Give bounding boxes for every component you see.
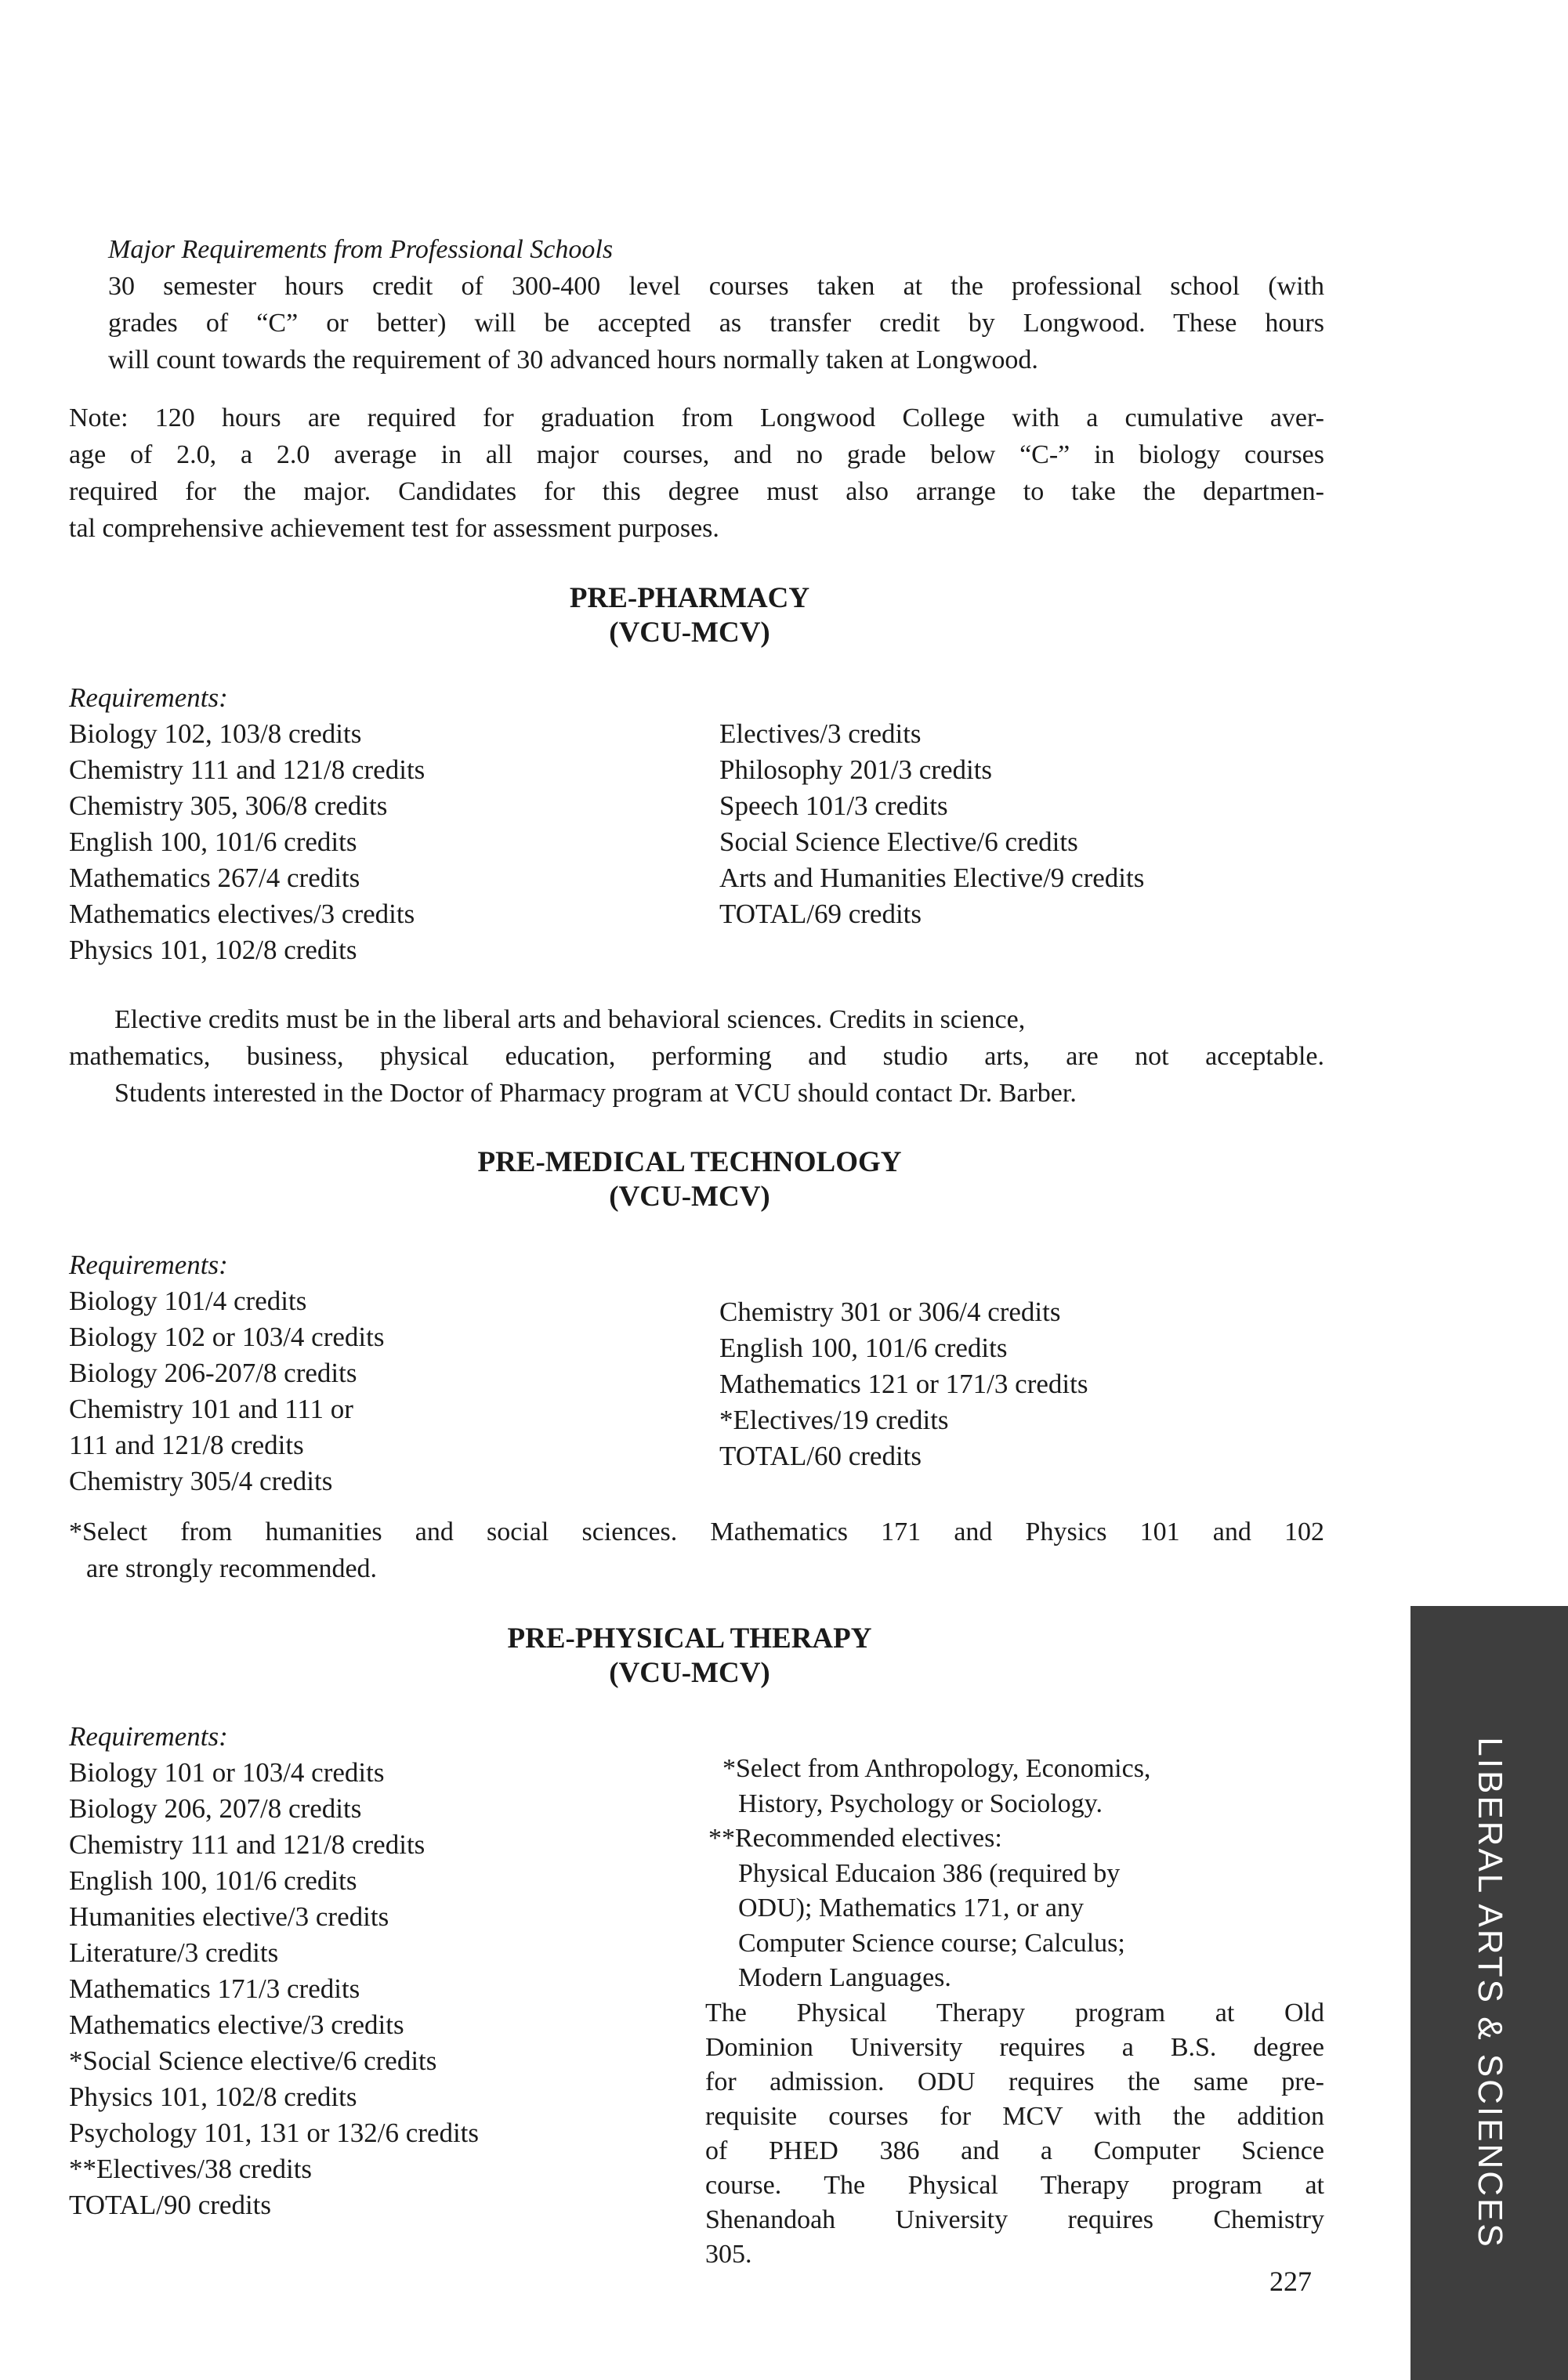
requirement-item: **Electives/38 credits xyxy=(69,2154,313,2184)
pt-paragraph-line: 305. xyxy=(705,2240,752,2269)
pharmacy-note-line: Students interested in the Doctor of Pharmacy program at VCU should contact Dr. Barber. xyxy=(114,1079,1077,1108)
requirement-item: Mathematics 267/4 credits xyxy=(69,863,360,893)
note-line: tal comprehensive achievement test for assessment purposes. xyxy=(69,514,719,543)
requirement-item: Mathematics elective/3 credits xyxy=(69,2009,404,2040)
transfer-line: 30 semester hours credit of 300-400 level courses taken at the professional school (with xyxy=(108,272,1324,301)
medtech-right-column xyxy=(719,1294,1088,1474)
requirement-item: Biology 102, 103/8 credits xyxy=(69,718,362,749)
pt-note-line: **Recommended electives: xyxy=(708,1824,1002,1853)
requirement-item: Physics 101, 102/8 credits xyxy=(69,935,357,965)
requirement-item: Chemistry 305, 306/8 credits xyxy=(69,790,388,821)
requirement-item: *Social Science elective/6 credits xyxy=(69,2045,437,2076)
pharmacy-notes xyxy=(69,1001,1324,1112)
pt-paragraph-line: Shenandoah University requires Chemistry xyxy=(705,2205,1324,2234)
pt-paragraph-line: of PHED 386 and a Computer Science xyxy=(705,2136,1324,2165)
section-side-tab xyxy=(1410,1606,1568,2380)
pharmacy-note-line: Elective credits must be in the liberal arts and behavioral sciences. Credits in science, xyxy=(114,1005,1026,1034)
pt-note-line: Computer Science course; Calculus; xyxy=(738,1928,1125,1958)
requirement-item: Biology 206-207/8 credits xyxy=(69,1358,357,1388)
pt-paragraph xyxy=(705,1996,1324,2272)
transfer-line: will count towards the requirement of 30 advanced hours normally taken at Longwood. xyxy=(108,345,1038,374)
medtech-title: PRE-MEDICAL TECHNOLOGY xyxy=(477,1146,902,1178)
medtech-note-line: are strongly recommended. xyxy=(86,1554,378,1583)
pt-note-line: Modern Languages. xyxy=(738,1963,951,1992)
requirement-item: Physics 101, 102/8 credits xyxy=(69,2082,357,2112)
requirement-item: English 100, 101/6 credits xyxy=(719,1333,1008,1363)
requirements-label: Requirements: xyxy=(69,1721,228,1752)
requirements-label: Requirements: xyxy=(69,682,228,713)
requirement-item: Electives/3 credits xyxy=(719,718,922,749)
requirement-item: *Electives/19 credits xyxy=(719,1405,949,1435)
requirement-item: English 100, 101/6 credits xyxy=(69,1865,357,1896)
requirement-item: Chemistry 101 and 111 or xyxy=(69,1394,353,1424)
requirement-item: Mathematics electives/3 credits xyxy=(69,899,415,929)
medtech-heading xyxy=(376,1145,1003,1214)
transfer-heading: Major Requirements from Professional Schools xyxy=(108,235,614,264)
requirement-item: Chemistry 111 and 121/8 credits xyxy=(69,754,425,785)
note-line: required for the major. Candidates for this degree must also arrange to take the departmen- xyxy=(69,477,1324,506)
note-line: Note: 120 hours are required for graduation from Longwood College with a cumulative aver- xyxy=(69,403,1324,432)
graduation-note xyxy=(69,400,1324,547)
pharmacy-left-column xyxy=(69,680,425,968)
requirement-item: Biology 101 or 103/4 credits xyxy=(69,1757,385,1788)
requirement-item: Arts and Humanities Elective/9 credits xyxy=(719,863,1145,893)
requirement-item: Mathematics 121 or 171/3 credits xyxy=(719,1369,1088,1399)
medtech-left-column xyxy=(69,1247,384,1499)
page-number: 227 xyxy=(1269,2266,1312,2297)
requirement-item: Chemistry 305/4 credits xyxy=(69,1466,333,1496)
pharmacy-title: PRE-PHARMACY xyxy=(569,582,810,614)
requirement-item: 111 and 121/8 credits xyxy=(69,1430,304,1460)
pharmacy-note-line: mathematics, business, physical education, performing and studio arts, are not acceptable. xyxy=(69,1042,1324,1071)
pharmacy-heading xyxy=(470,581,909,650)
medtech-subtitle: (VCU-MCV) xyxy=(609,1181,770,1213)
requirement-item: Chemistry 111 and 121/8 credits xyxy=(69,1829,425,1860)
pt-note-line: ODU); Mathematics 171, or any xyxy=(738,1894,1084,1922)
pt-title: PRE-PHYSICAL THERAPY xyxy=(507,1622,872,1655)
requirement-item: TOTAL/60 credits xyxy=(719,1441,922,1471)
pt-right-notes xyxy=(705,1752,1150,1996)
note-line: age of 2.0, a 2.0 average in all major courses, and no grade below “C-” in biology courses xyxy=(69,440,1324,469)
pt-paragraph-line: requisite courses for MCV with the addition xyxy=(705,2102,1324,2131)
pt-note-line: History, Psychology or Sociology. xyxy=(738,1789,1103,1818)
pt-left-column xyxy=(69,1719,479,2223)
requirement-item: Speech 101/3 credits xyxy=(719,790,948,821)
requirement-item: Psychology 101, 131 or 132/6 credits xyxy=(69,2118,480,2148)
requirement-item: Chemistry 301 or 306/4 credits xyxy=(719,1297,1061,1327)
pt-paragraph-line: for admission. ODU requires the same pre- xyxy=(705,2067,1324,2096)
requirement-item: Mathematics 171/3 credits xyxy=(69,1973,360,2004)
pt-note-line: Physical Educaion 386 (required by xyxy=(738,1858,1121,1888)
requirement-item: Biology 102 or 103/4 credits xyxy=(69,1322,385,1352)
transfer-section xyxy=(108,231,1324,378)
pharmacy-subtitle: (VCU-MCV) xyxy=(609,617,770,649)
requirement-item: Social Science Elective/6 credits xyxy=(719,826,1078,857)
pt-note-line: *Select from Anthropology, Economics, xyxy=(722,1754,1151,1783)
transfer-line: grades of “C” or better) will be accepted as transfer credit by Longwood. These hours xyxy=(108,309,1324,338)
pt-subtitle: (VCU-MCV) xyxy=(609,1657,770,1689)
medtech-notes xyxy=(69,1514,1324,1587)
requirement-item: English 100, 101/6 credits xyxy=(69,826,357,857)
requirement-item: TOTAL/90 credits xyxy=(69,2190,272,2220)
side-tab-label: LIBERAL ARTS & SCIENCES xyxy=(1470,1737,1509,2249)
pt-paragraph-line: course. The Physical Therapy program at xyxy=(705,2171,1324,2200)
requirement-item: Biology 101/4 credits xyxy=(69,1286,307,1316)
pt-paragraph-line: Dominion University requires a B.S. degree xyxy=(705,2033,1324,2062)
requirement-item: TOTAL/69 credits xyxy=(719,899,922,929)
medtech-note-line: *Select from humanities and social sciences. Mathematics 171 and Physics 101 and 102 xyxy=(69,1517,1324,1546)
requirement-item: Biology 206, 207/8 credits xyxy=(69,1793,362,1824)
pt-paragraph-line: The Physical Therapy program at Old xyxy=(705,1998,1324,2027)
requirement-item: Philosophy 201/3 credits xyxy=(719,754,993,785)
requirement-item: Literature/3 credits xyxy=(69,1937,279,1968)
pt-heading xyxy=(407,1622,972,1691)
requirement-item: Humanities elective/3 credits xyxy=(69,1901,389,1932)
requirements-label: Requirements: xyxy=(69,1250,228,1280)
pharmacy-right-column xyxy=(719,716,1144,932)
